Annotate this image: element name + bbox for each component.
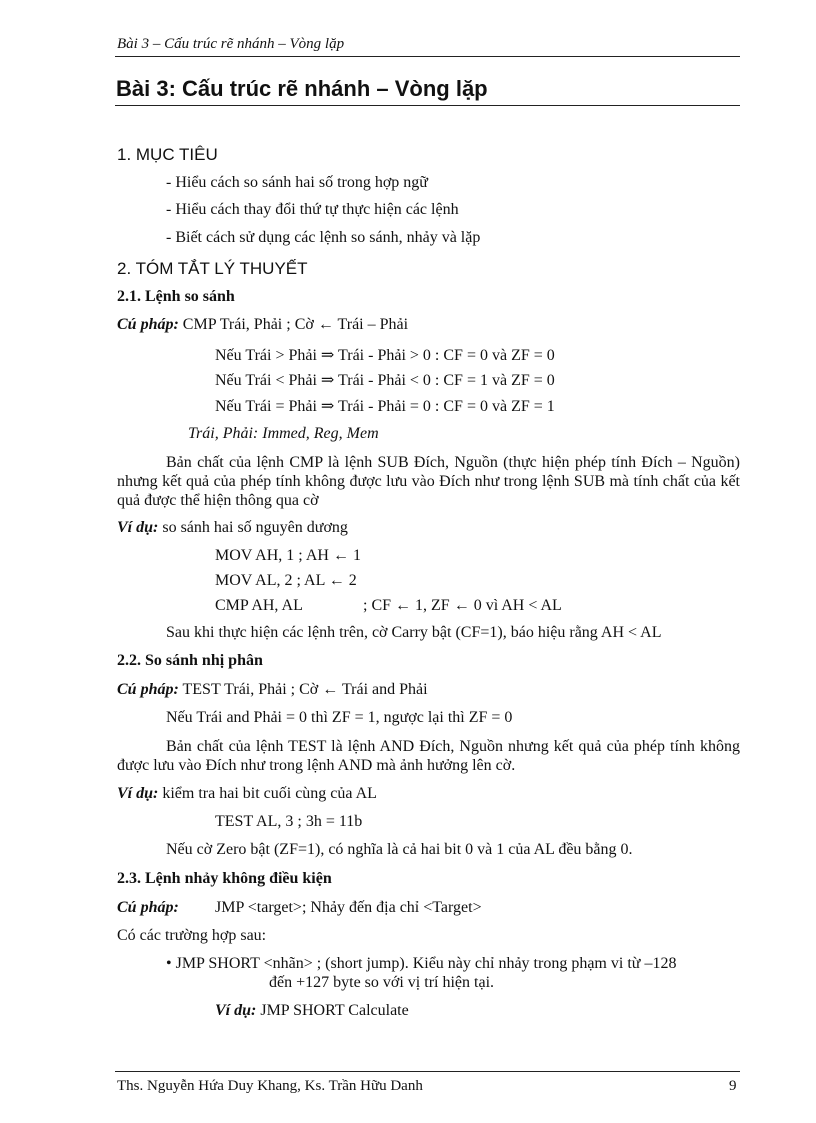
example-text: so sánh hai số nguyên dương — [158, 519, 348, 536]
syntax-text: TEST Trái, Phải ; Cờ ← Trái and Phải — [178, 681, 428, 698]
syntax-label: Cú pháp: — [117, 899, 179, 916]
title-rule — [115, 105, 740, 106]
section-2-3-heading: 2.3. Lệnh nhảy không điều kiện — [117, 870, 332, 887]
cmp-case: Nếu Trái = Phải ⇒ Trái - Phải = 0 : CF = 0 và ZF = 1 — [215, 398, 555, 415]
objective-item: - Hiểu cách thay đổi thứ tự thực hiện các lệnh — [166, 201, 459, 218]
jmp-short-bullet: • JMP SHORT <nhãn> ; (short jump). Kiểu này chỉ nhảy trong phạm vi từ –128 — [166, 955, 677, 972]
test-paragraph: Bản chất của lệnh TEST là lệnh AND Đích, Nguồn nhưng kết quả của phép tính không được lưu vào Đích như trong lệnh AND mà ảnh hưởng lên cờ. — [117, 738, 740, 774]
example-label: Ví dụ: — [215, 1002, 257, 1019]
running-header: Bài 3 – Cấu trúc rẽ nhánh – Vòng lặp — [117, 36, 345, 52]
footer-authors: Ths. Nguyễn Hứa Duy Khang, Ks. Trần Hữu Danh — [117, 1078, 423, 1094]
cmp-case: Nếu Trái > Phải ⇒ Trái - Phải > 0 : CF = 0 và ZF = 0 — [215, 347, 555, 364]
syntax-line — [117, 899, 482, 917]
syntax-text: JMP <target>; Nhảy đến địa chỉ <Target> — [215, 899, 482, 916]
operands-note: Trái, Phải: Immed, Reg, Mem — [188, 425, 379, 442]
objective-item: - Hiểu cách so sánh hai số trong hợp ngữ — [166, 174, 428, 191]
syntax-line — [117, 681, 428, 699]
cmp-paragraph: Bản chất của lệnh CMP là lệnh SUB Đích, Nguồn (thực hiện phép tính Đích – Nguồn) nhưng kết quả của phép tính không được lưu vào Đích như trong lệnh SUB mà tính chất của kết quả được thể hiện thông qua cờ — [117, 454, 740, 509]
section-2-heading: 2. TÓM TẮT LÝ THUYẾT — [117, 259, 308, 278]
cases-intro: Có các trường hợp sau: — [117, 927, 267, 944]
example-label: Ví dụ: — [117, 519, 159, 536]
page-number: 9 — [729, 1078, 737, 1094]
code-line: CMP AH, AL — [215, 597, 303, 614]
test-rule: Nếu Trái and Phải = 0 thì ZF = 1, ngược lại thì ZF = 0 — [166, 709, 513, 726]
cmp-case: Nếu Trái < Phải ⇒ Trái - Phải < 0 : CF = 1 và ZF = 0 — [215, 372, 555, 389]
example-line — [117, 785, 377, 803]
objective-item: - Biết cách sử dụng các lệnh so sánh, nhảy và lặp — [166, 229, 481, 246]
example-line — [215, 1002, 409, 1020]
code-line: TEST AL, 3 ; 3h = 11b — [215, 813, 363, 830]
footer-rule — [115, 1071, 740, 1072]
section-2-2-heading: 2.2. So sánh nhị phân — [117, 652, 263, 669]
example-line — [117, 519, 348, 537]
code-line: MOV AH, 1 ; AH ← 1 — [215, 547, 361, 564]
test-note: Nếu cờ Zero bật (ZF=1), có nghĩa là cả hai bit 0 và 1 của AL đều bằng 0. — [166, 841, 633, 858]
page-title: Bài 3: Cấu trúc rẽ nhánh – Vòng lặp — [116, 76, 488, 101]
header-rule — [115, 56, 740, 57]
syntax-line — [117, 316, 408, 334]
code-comment: ; CF ← 1, ZF ← 0 vì AH < AL — [363, 597, 562, 614]
section-1-heading: 1. MỤC TIÊU — [117, 145, 218, 164]
example-text: kiểm tra hai bit cuối cùng của AL — [158, 785, 377, 802]
jmp-short-bullet-cont: đến +127 byte so với vị trí hiện tại. — [269, 974, 495, 991]
code-line: MOV AL, 2 ; AL ← 2 — [215, 572, 357, 589]
syntax-label: Cú pháp: — [117, 681, 179, 698]
syntax-label: Cú pháp: — [117, 316, 179, 333]
example-label: Ví dụ: — [117, 785, 159, 802]
cmp-note: Sau khi thực hiện các lệnh trên, cờ Carry bật (CF=1), báo hiệu rằng AH < AL — [166, 624, 662, 641]
example-text: JMP SHORT Calculate — [256, 1002, 409, 1019]
syntax-text: CMP Trái, Phải ; Cờ ← Trái – Phải — [178, 316, 409, 333]
section-2-1-heading: 2.1. Lệnh so sánh — [117, 288, 235, 305]
